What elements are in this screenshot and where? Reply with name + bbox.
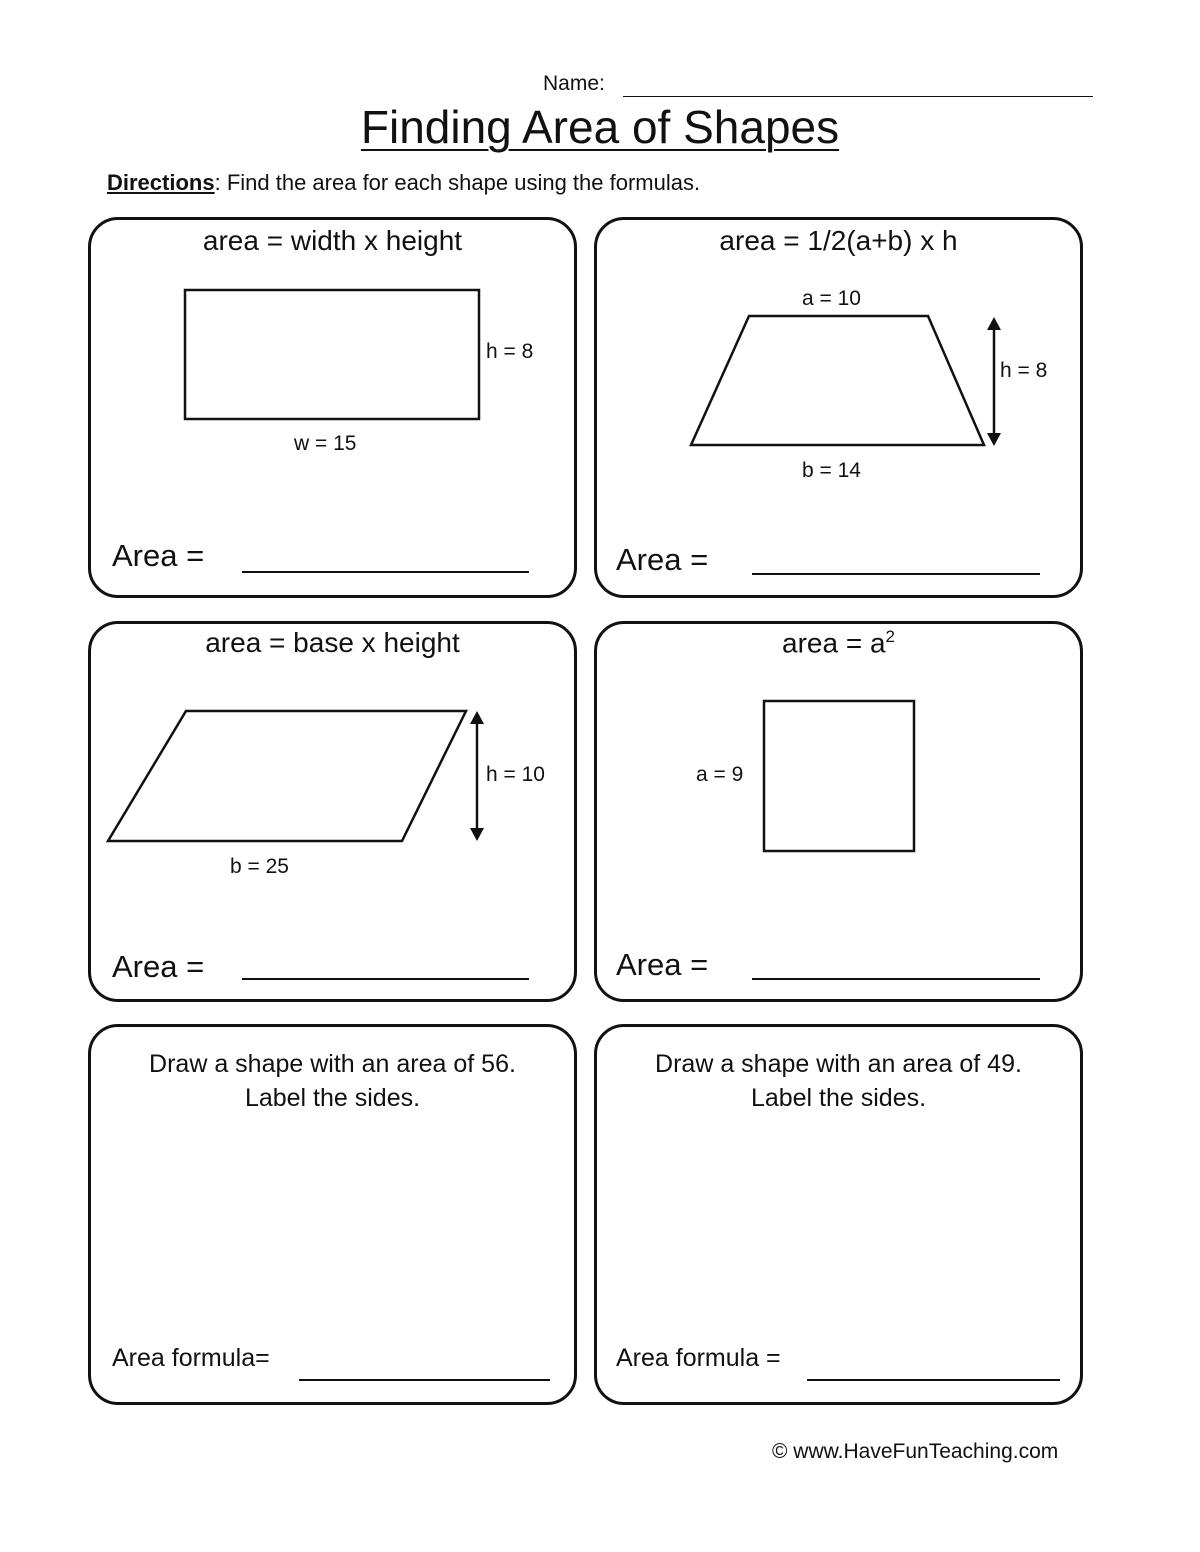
draw-49-answer-line[interactable] (807, 1379, 1060, 1381)
draw-56-drawing-area[interactable] (111, 1122, 556, 1327)
draw-56-prompt (91, 1047, 574, 1115)
square-formula-text: area = a (782, 627, 886, 659)
draw-56-answer-line[interactable] (299, 1379, 550, 1381)
draw-49-drawing-area[interactable] (617, 1122, 1062, 1327)
draw-56-card (88, 1024, 577, 1405)
draw-49-formula-label: Area formula = (616, 1344, 781, 1372)
draw-49-prompt (597, 1047, 1080, 1115)
draw-49-prompt-line1: Draw a shape with an area of 49. (655, 1050, 1022, 1078)
parallelogram-base-label: b = 25 (230, 855, 289, 878)
trapezoid-height-arrow (594, 217, 1083, 598)
parallelogram-area-label: Area = (112, 949, 205, 984)
parallelogram-answer-line[interactable] (242, 978, 529, 980)
square-answer-line[interactable] (752, 978, 1040, 980)
directions (107, 170, 700, 196)
trapezoid-formula: area = 1/2(a+b) x h (719, 225, 958, 256)
trapezoid-card (594, 217, 1083, 598)
square-side-label: a = 9 (696, 763, 744, 786)
footer-copyright: © www.HaveFunTeaching.com (772, 1440, 1059, 1463)
square-card (594, 621, 1083, 1002)
rectangle-card (88, 217, 577, 598)
draw-56-prompt-line1: Draw a shape with an area of 56. (149, 1050, 516, 1078)
page-title-text: Finding Area of Shapes (360, 101, 840, 153)
draw-56-formula-label: Area formula= (112, 1344, 270, 1372)
rectangle-answer-line[interactable] (242, 571, 529, 573)
parallelogram-formula: area = base x height (205, 627, 460, 658)
trapezoid-base-label: b = 14 (802, 459, 861, 482)
square-shape (594, 621, 1083, 1002)
parallelogram-height-label: h = 10 (486, 763, 545, 786)
rectangle-width-label: w = 15 (294, 432, 357, 455)
name-field-line[interactable] (623, 96, 1093, 97)
trapezoid-top-label: a = 10 (802, 287, 861, 310)
rectangle-height-label: h = 8 (486, 340, 534, 363)
trapezoid-height-label: h = 8 (1000, 359, 1048, 382)
square-formula-exponent: 2 (885, 627, 895, 646)
name-label: Name: (543, 72, 605, 95)
draw-49-card (594, 1024, 1083, 1405)
parallelogram-card (88, 621, 577, 1002)
trapezoid-answer-line[interactable] (752, 573, 1040, 575)
rectangle-area-label: Area = (112, 538, 205, 573)
square-area-label: Area = (616, 947, 709, 982)
directions-label: Directions (107, 170, 215, 195)
directions-text: : Find the area for each shape using the formulas. (214, 170, 701, 195)
parallelogram-height-arrow (88, 621, 577, 1002)
draw-49-prompt-line2: Label the sides. (750, 1084, 927, 1112)
rectangle-formula: area = width x height (202, 225, 463, 256)
trapezoid-area-label: Area = (616, 542, 709, 577)
draw-56-prompt-line2: Label the sides. (244, 1084, 421, 1112)
page-title (0, 100, 1200, 154)
